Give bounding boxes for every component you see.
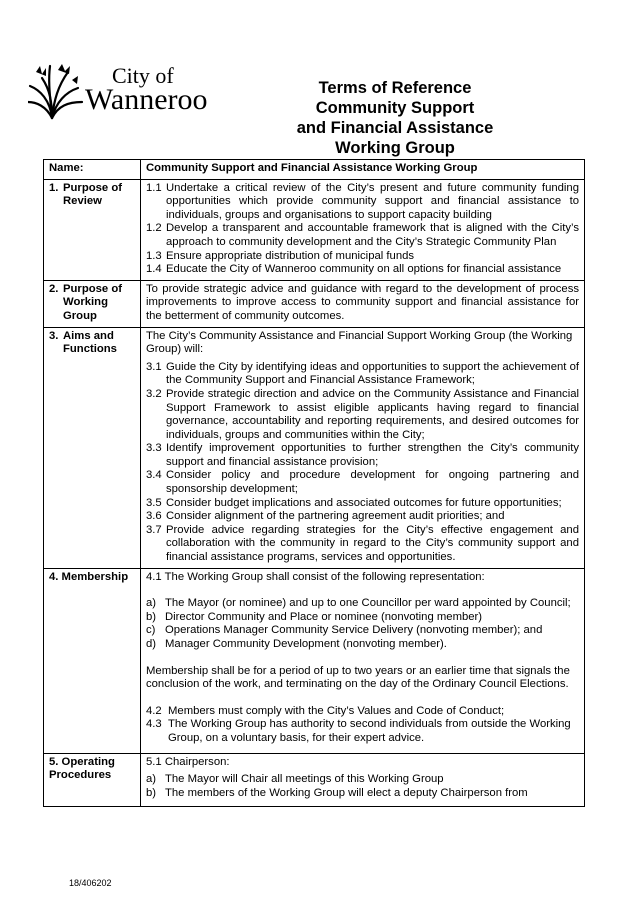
city-logo	[28, 62, 228, 122]
row-label: Purpose of Review	[63, 181, 122, 208]
membership-term: Membership shall be for a period of up to two years or an earlier time that signals the conclusion of the work, and terminating on the day of the Ordinary Council Elections.	[146, 664, 570, 691]
grass-tree-icon	[28, 62, 84, 120]
list-item: 3.2 Provide strategic direction and advice on the Community Assistance and Financial Support Framework to assist eligible applicants having regard to financial governance, accountability and reporting requirements, and desired outcomes for individuals, groups and communities within the City;	[146, 387, 579, 441]
list-item: 1.4 Educate the City of Wanneroo community on all options for financial assistance	[146, 263, 562, 276]
document-title	[280, 78, 510, 158]
logo-text-wanneroo: Wanneroo	[85, 83, 208, 116]
row-label: Purpose of Working Group	[63, 282, 122, 322]
row-label: Aims and Functions	[63, 329, 117, 356]
row-number: 3.	[49, 329, 59, 342]
title-line-4: Working Group	[335, 139, 455, 157]
name-label: Name:	[44, 160, 141, 180]
title-line-3: and Financial Assistance	[296, 119, 494, 137]
list-item: 3.1 Guide the City by identifying ideas and opportunities to support the achievement of the Community Support and Financial Assistance Framework;	[146, 360, 579, 387]
list-item: a) The Mayor (or nominee) and up to one Councillor per ward appointed by Council;	[146, 597, 571, 610]
name-value: Community Support and Financial Assistance Working Group	[141, 160, 585, 180]
terms-table	[43, 159, 585, 807]
operating-content	[141, 753, 585, 806]
list-item: c) Operations Manager Community Service Delivery (nonvoting member); and	[146, 624, 543, 637]
document-reference: 18/406202	[69, 878, 112, 888]
list-item: 3.3 Identify improvement opportunities to further strengthen the City’s community support and financial assistance provision;	[146, 442, 579, 468]
row-number: 1.	[49, 181, 59, 194]
title-line-1: Terms of Reference	[318, 79, 472, 97]
membership-content	[141, 568, 585, 753]
title-line-2: Community Support	[315, 99, 475, 117]
purpose-review-content	[141, 179, 585, 280]
list-item: 3.7 Provide advice regarding strategies for the City’s effective engagement and collaboration with the community in regard to the City’s community support and financial assistance programs, services and opportunities.	[146, 523, 579, 564]
table-row-membership	[44, 568, 585, 753]
list-item: d) Manager Community Development (nonvoting member).	[146, 638, 447, 650]
aims-content	[141, 327, 585, 568]
list-item: b) The members of the Working Group will elect a deputy Chairperson from	[146, 786, 528, 799]
list-item: 1.1 Undertake a critical review of the City’s present and future community funding opportunities which provide community support and financial assistance to individuals, groups and organisations to support capacity building	[146, 181, 579, 221]
row-label: 5. Operating Procedures	[49, 755, 115, 782]
list-item: a) The Mayor will Chair all meetings of this Working Group	[146, 773, 444, 786]
list-item: 3.6 Consider alignment of the partnering agreement audit priorities; and	[146, 510, 505, 523]
list-item: 4.3 The Working Group has authority to second individuals from outside the Working Group, on a voluntary basis, for their expert advice.	[146, 718, 571, 744]
list-item: 3.4 Consider policy and procedure development for ongoing partnering and sponsorship development;	[146, 469, 579, 496]
list-item: 4.2 Members must comply with the City’s Values and Code of Conduct;	[146, 704, 505, 717]
logo-text-city: City of	[112, 63, 174, 88]
table-row-operating	[44, 753, 585, 806]
purpose-group-content: To provide strategic advice and guidance with regard to the development of process improvements to improve access to community support and financial assistance for the betterment of community outcomes.	[141, 280, 585, 327]
membership-intro: 4.1 The Working Group shall consist of the following representation:	[146, 570, 485, 583]
operating-intro: 5.1 Chairperson:	[146, 755, 230, 768]
row-label: 4. Membership	[49, 570, 129, 583]
list-item: 1.2 Develop a transparent and accountable framework that is aligned with the City’s approach to community development and the City’s Strategic Community Plan	[146, 222, 579, 248]
list-item: 1.3 Ensure appropriate distribution of municipal funds	[146, 249, 415, 262]
table-row-aims	[44, 327, 585, 568]
table-row-purpose-group	[44, 280, 585, 327]
aims-intro: The City’s Community Assistance and Financial Support Working Group (the Working Group) will:	[146, 329, 573, 356]
row-number: 2.	[49, 282, 59, 295]
list-item: 3.5 Consider budget implications and associated outcomes for future opportunities;	[146, 496, 562, 509]
table-row-purpose-review	[44, 179, 585, 280]
list-item: b) Director Community and Place or nominee (nonvoting member)	[146, 610, 483, 623]
table-row-name	[44, 160, 585, 180]
